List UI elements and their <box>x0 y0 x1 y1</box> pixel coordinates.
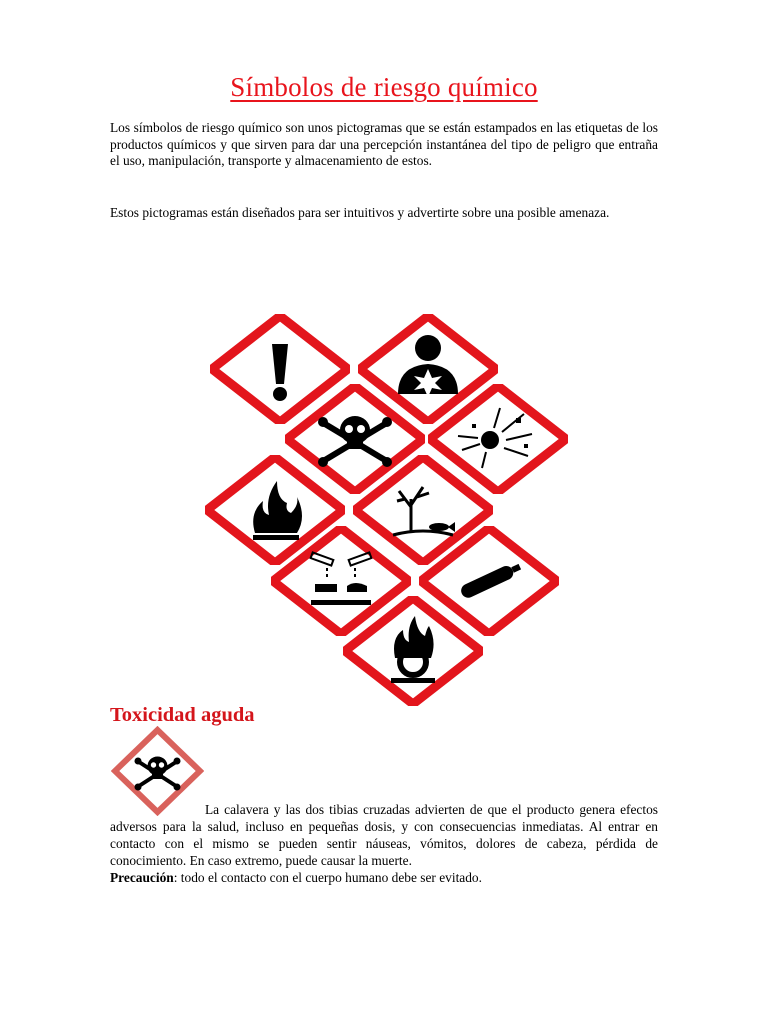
intro-paragraph-1: Los símbolos de riesgo químico son unos pictogramas que se están estampados en las etiquetas de los productos químicos y que sirven para dar una percepción instantánea del tipo de peligro que entraña el uso, manipulación, transporte y almacenamiento de estos. <box>110 120 658 169</box>
oxidizer-pictogram <box>343 596 483 706</box>
precaution-line <box>110 869 658 886</box>
intro-paragraph-2: Estos pictogramas están diseñados para ser intuitivos y advertirte sobre una posible amenaza. <box>110 205 610 220</box>
section-body-text: La calavera y las dos tibias cruzadas advierten de que el producto genera efectos adversos para la salud, incluso en pequeñas dosis, y con consecuencias inmediatas. Al entrar en contacto con el mismo se pueden sentir náuseas, vómitos, dolores de cabeza, pérdida de conocimiento. En caso extremo, puede causar la muerte. <box>110 802 658 868</box>
precaution-label: Precaución <box>110 870 174 885</box>
page-title: Símbolos de riesgo químico <box>230 72 538 102</box>
section-heading: Toxicidad aguda <box>110 704 255 726</box>
section-body <box>110 801 658 886</box>
precaution-text: : todo el contacto con el cuerpo humano debe ser evitado. <box>173 870 482 885</box>
oxidizer-icon <box>343 596 483 706</box>
